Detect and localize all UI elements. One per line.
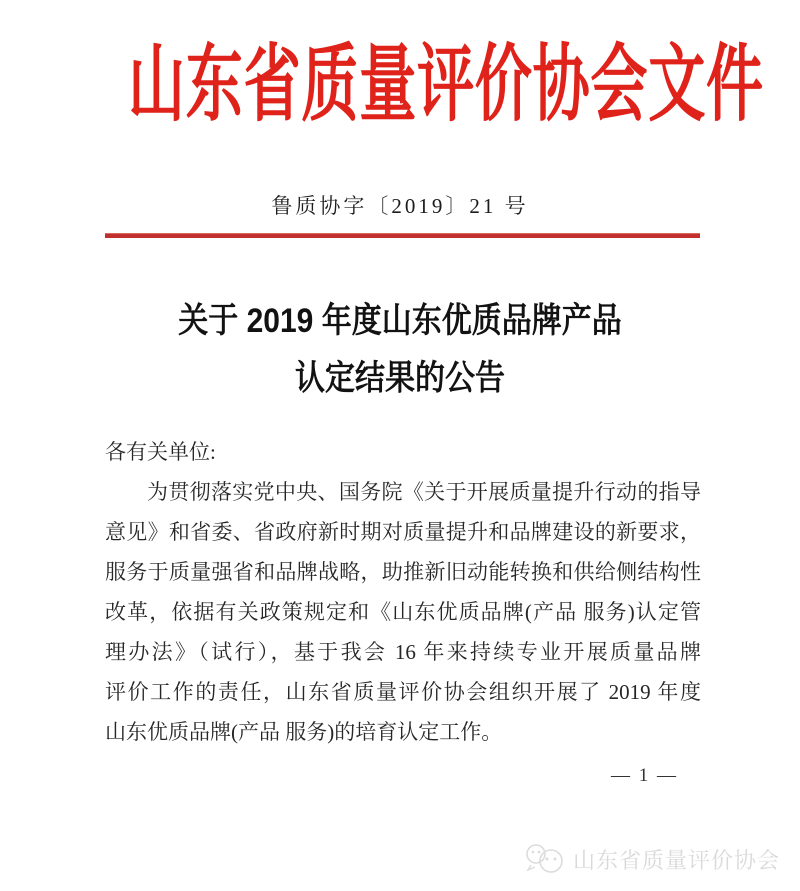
body-line: 山东优质品牌(产品 服务)的培育认定工作。 xyxy=(105,720,503,744)
salutation: 各有关单位: xyxy=(105,440,216,464)
body-line: 理办法》（试行），基于我会 16 年来持续专业开展质量品牌 xyxy=(105,640,701,664)
watermark xyxy=(523,842,780,876)
document-title xyxy=(0,293,800,408)
body-line: 为贯彻落实党中央、国务院《关于开展质量提升行动的指导 xyxy=(147,480,701,504)
body-line: 服务于质量强省和品牌战略，助推新旧动能转换和供给侧结构性 xyxy=(105,560,701,584)
association-logo-icon xyxy=(523,842,567,876)
watermark-label: 山东省质量评价协会 xyxy=(572,847,780,873)
body-line: 改革，依据有关政策规定和《山东优质品牌(产品 服务)认定管 xyxy=(105,600,701,624)
document-title-line-1: 关于 2019 年度山东优质品牌产品 xyxy=(178,302,622,341)
body-line: 评价工作的责任，山东省质量评价协会组织开展了 2019 年度 xyxy=(105,680,701,704)
body-paragraph xyxy=(105,432,701,752)
red-header-title: 山东省质量评价协会文件 xyxy=(128,37,764,131)
document-title-line-2: 认定结果的公告 xyxy=(295,359,505,398)
red-divider-line xyxy=(105,233,700,238)
document-number: 鲁质协字〔2019〕21 号 xyxy=(271,194,529,218)
page-number: — 1 — xyxy=(611,765,678,786)
body-line: 意见》和省委、省政府新时期对质量提升和品牌建设的新要求， xyxy=(105,520,701,544)
